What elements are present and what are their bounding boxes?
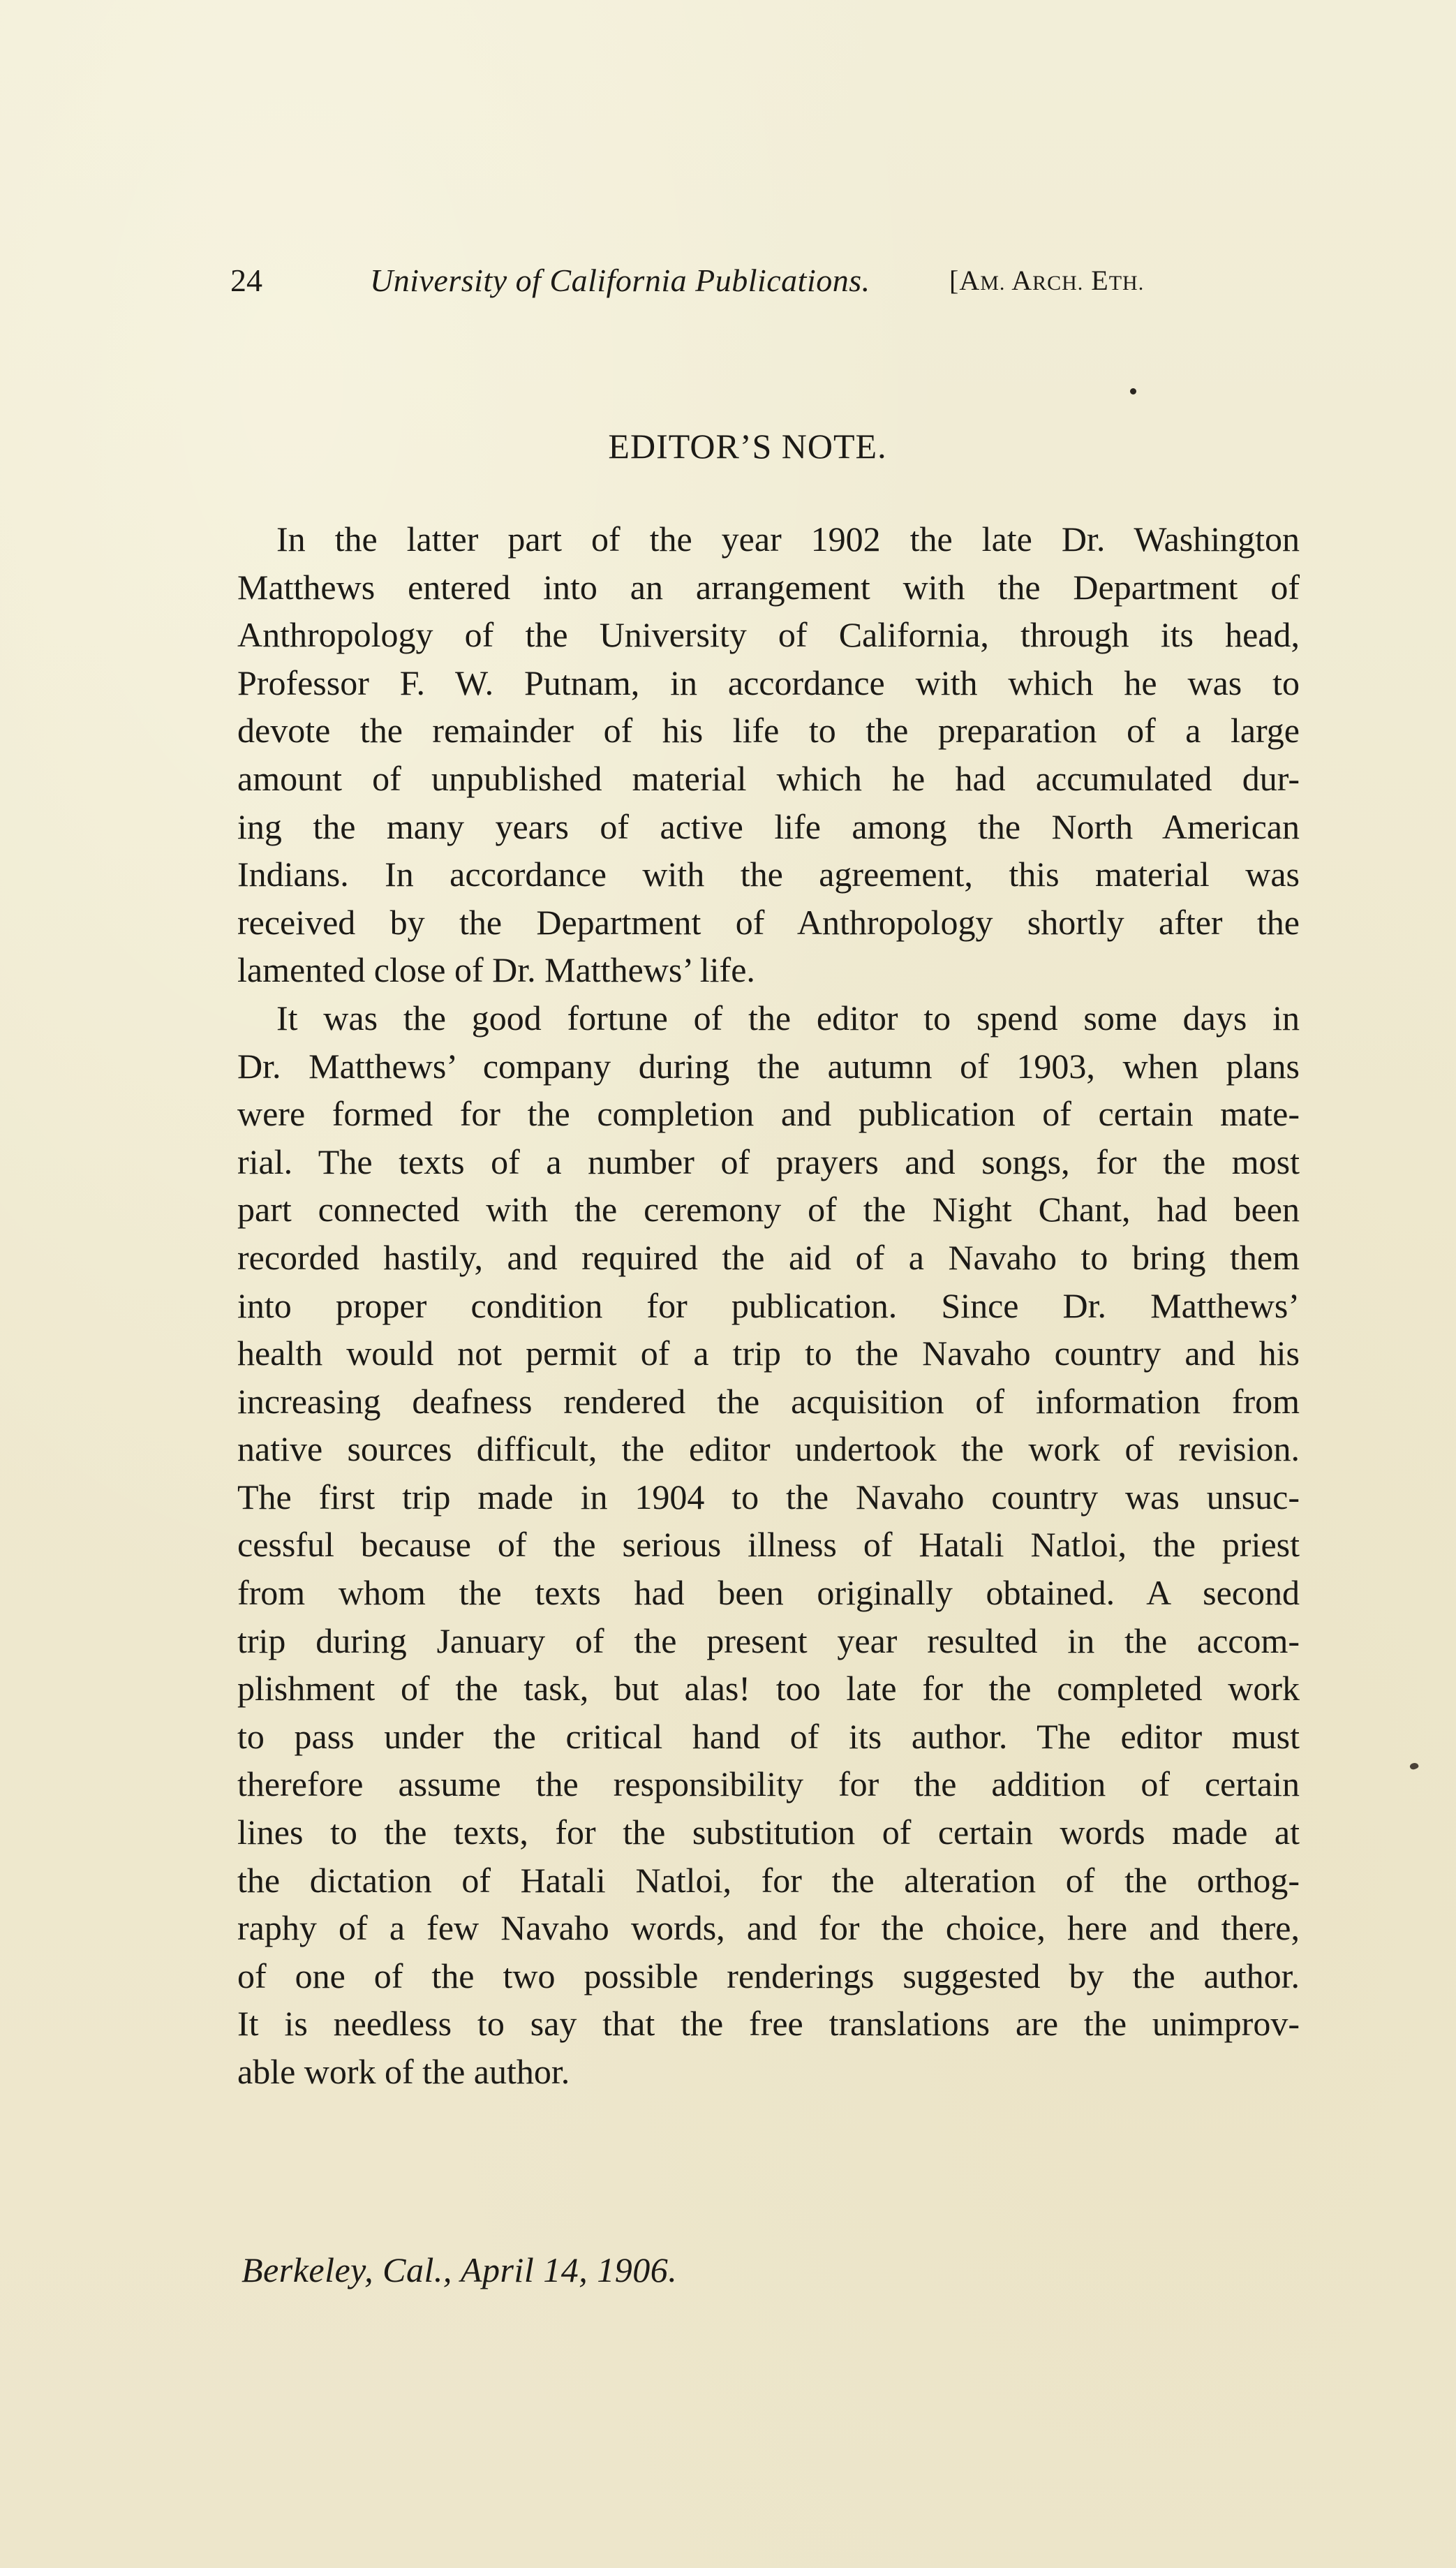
text-line: Dr. Matthews’ company during the autumn of 1903, when plans <box>237 1046 1300 1086</box>
text-line: Matthews entered into an arrangement with the Department of <box>237 567 1300 607</box>
ink-speck <box>1130 388 1136 394</box>
text-line: Anthropology of the University of California, through its head, <box>237 615 1300 655</box>
text-line: part connected with the ceremony of the Night Chant, had been <box>237 1190 1300 1230</box>
text-line: were formed for the completion and publication of certain mate- <box>237 1094 1300 1134</box>
series-word-eth: ETH. <box>1091 265 1145 296</box>
text-line: therefore assume the responsibility for the addition of certain <box>237 1764 1300 1804</box>
text-line: health would not permit of a trip to the Navaho country and his <box>237 1334 1300 1373</box>
text-line: Indians. In accordance with the agreement, this material was <box>237 855 1300 894</box>
text-line: The first trip made in 1904 to the Navaho country was unsuc- <box>237 1477 1300 1517</box>
text-line: raphy of a few Navaho words, and for the choice, here and there, <box>237 1908 1300 1948</box>
text-line: trip during January of the present year resulted in the accom- <box>237 1621 1300 1660</box>
text-line: increasing deafness rendered the acquisition of information from <box>237 1381 1300 1421</box>
text-line: Professor F. W. Putnam, in accordance with which he was to <box>237 663 1300 702</box>
text-line: received by the Department of Anthropology shortly after the <box>237 902 1300 942</box>
signoff-place-date: Berkeley, Cal., April 14, 1906. <box>242 2250 678 2289</box>
text-line: It is needless to say that the free translations are the unimprov- <box>237 2004 1300 2044</box>
text-line: ing the many years of active life among the North American <box>237 806 1300 846</box>
series-word-arch: ARCH. <box>1011 265 1084 296</box>
text-line: into proper condition for publication. Since Dr. Matthews’ <box>237 1285 1300 1325</box>
section-title: EDITOR’S NOTE. <box>608 427 887 466</box>
text-line: native sources difficult, the editor undertook the work of revision. <box>237 1429 1300 1469</box>
running-head <box>230 260 1305 302</box>
ink-speck <box>1409 1762 1420 1771</box>
text-line: amount of unpublished material which he had accumulated dur- <box>237 758 1300 798</box>
text-line: of one of the two possible renderings suggested by the author. <box>237 1956 1300 1995</box>
series-bracket: [ <box>949 265 960 296</box>
text-line: from whom the texts had been originally obtained. A second <box>237 1573 1300 1613</box>
text-line: recorded hastily, and required the aid of a Navaho to bring them <box>237 1237 1300 1277</box>
body-text <box>237 515 1300 2096</box>
text-line: It was the good fortune of the editor to spend some days in <box>276 998 1300 1038</box>
text-line: able work of the author. <box>237 2052 570 2091</box>
text-line: devote the remainder of his life to the preparation of a large <box>237 711 1300 751</box>
page-number: 24 <box>230 263 262 298</box>
series-word-am: AM. <box>959 265 1006 296</box>
text-line: lines to the texts, for the substitution of certain words made at <box>237 1813 1300 1852</box>
text-line: plishment of the task, but alas! too late for the completed work <box>237 1669 1300 1709</box>
text-line: In the latter part of the year 1902 the late Dr. Washington <box>276 519 1300 559</box>
series-abbreviation <box>949 260 1144 304</box>
text-line: the dictation of Hatali Natloi, for the alteration of the orthog- <box>237 1860 1300 1900</box>
paragraph-1 <box>237 515 1300 994</box>
text-line: to pass under the critical hand of its author. The editor must <box>237 1716 1300 1756</box>
paragraph-2 <box>237 994 1300 2096</box>
journal-title: University of California Publications. <box>370 263 870 298</box>
text-line: cessful because of the serious illness of Hatali Natloi, the priest <box>237 1525 1300 1565</box>
text-line: lamented close of Dr. Matthews’ life. <box>237 950 755 990</box>
text-line: rial. The texts of a number of prayers and songs, for the most <box>237 1142 1300 1181</box>
